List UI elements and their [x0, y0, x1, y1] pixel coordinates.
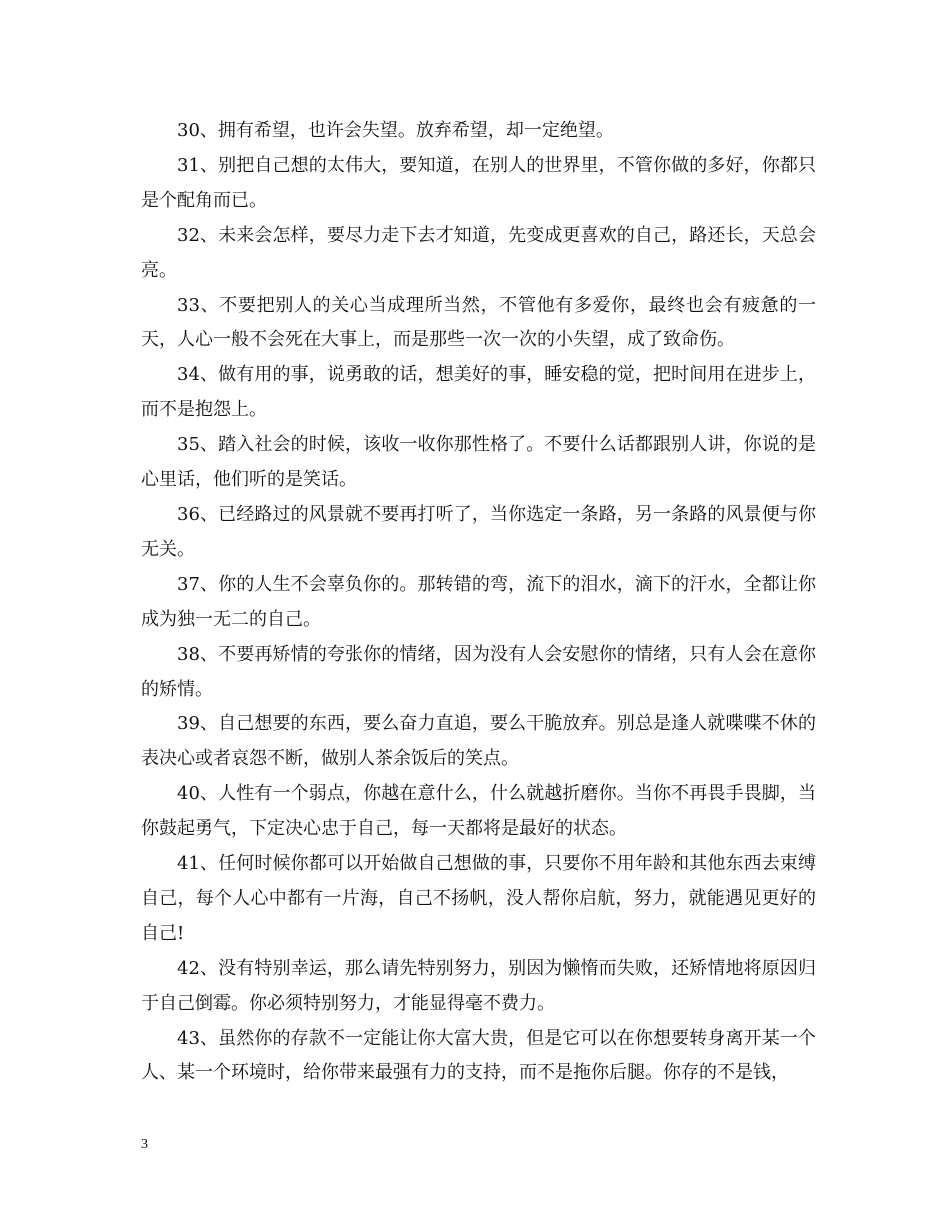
- paragraph-30: 30、拥有希望，也许会失望。放弃希望，却一定绝望。: [177, 120, 614, 141]
- paragraph-31: 31、别把自己想的太伟大，要知道，在别人的世界里，不管你做的多好，你都只是个配角而已。: [141, 154, 816, 211]
- paragraph-41: 41、任何时候你都可以开始做自己想做的事，只要你不用年龄和其他东西去束缚自己，每个人心中都有一片海，自己不扬帆，没人帮你启航，努力，就能遇见更好的自己!: [141, 853, 816, 944]
- paragraph-34: 34、做有用的事，说勇敢的话，想美好的事，睡安稳的觉，把时间用在进步上，而不是抱怨上。: [141, 364, 816, 421]
- page-number: 3: [141, 1137, 148, 1152]
- paragraph-43: 43、虽然你的存款不一定能让你大富大贵，但是它可以在你想要转身离开某一个人、某一个环境时，给你带来最强有力的支持，而不是拖你后腿。你存的不是钱，: [141, 1027, 816, 1084]
- paragraph-37: 37、你的人生不会辜负你的。那转错的弯，流下的泪水，滴下的汗水，全都让你成为独一无二的自己。: [141, 573, 816, 630]
- paragraph-33: 33、不要把别人的关心当成理所当然，不管他有多爱你，最终也会有疲惫的一天，人心一般不会死在大事上，而是那些一次一次的小失望，成了致命伤。: [141, 294, 816, 351]
- paragraph-39: 39、自己想要的东西，要么奋力直追，要么干脆放弃。别总是逢人就喋喋不休的表决心或者哀怨不断，做别人茶余饭后的笑点。: [141, 713, 816, 770]
- paragraph-38: 38、不要再矫情的夸张你的情绪，因为没有人会安慰你的情绪，只有人会在意你的矫情。: [141, 643, 816, 700]
- document-body: [141, 114, 816, 1091]
- paragraph-32: 32、未来会怎样，要尽力走下去才知道，先变成更喜欢的自己，路还长，天总会亮。: [141, 224, 816, 281]
- paragraph-42: 42、没有特别幸运，那么请先特别努力，别因为懒惰而失败，还矫情地将原因归于自己倒霉。你必须特别努力，才能显得毫不费力。: [141, 957, 816, 1014]
- paragraph-36: 36、已经路过的风景就不要再打听了，当你选定一条路，另一条路的风景便与你无关。: [141, 503, 816, 560]
- paragraph-40: 40、人性有一个弱点，你越在意什么，什么就越折磨你。当你不再畏手畏脚，当你鼓起勇气，下定决心忠于自己，每一天都将是最好的状态。: [141, 783, 816, 840]
- paragraph-35: 35、踏入社会的时候，该收一收你那性格了。不要什么话都跟别人讲，你说的是心里话，他们听的是笑话。: [141, 434, 816, 491]
